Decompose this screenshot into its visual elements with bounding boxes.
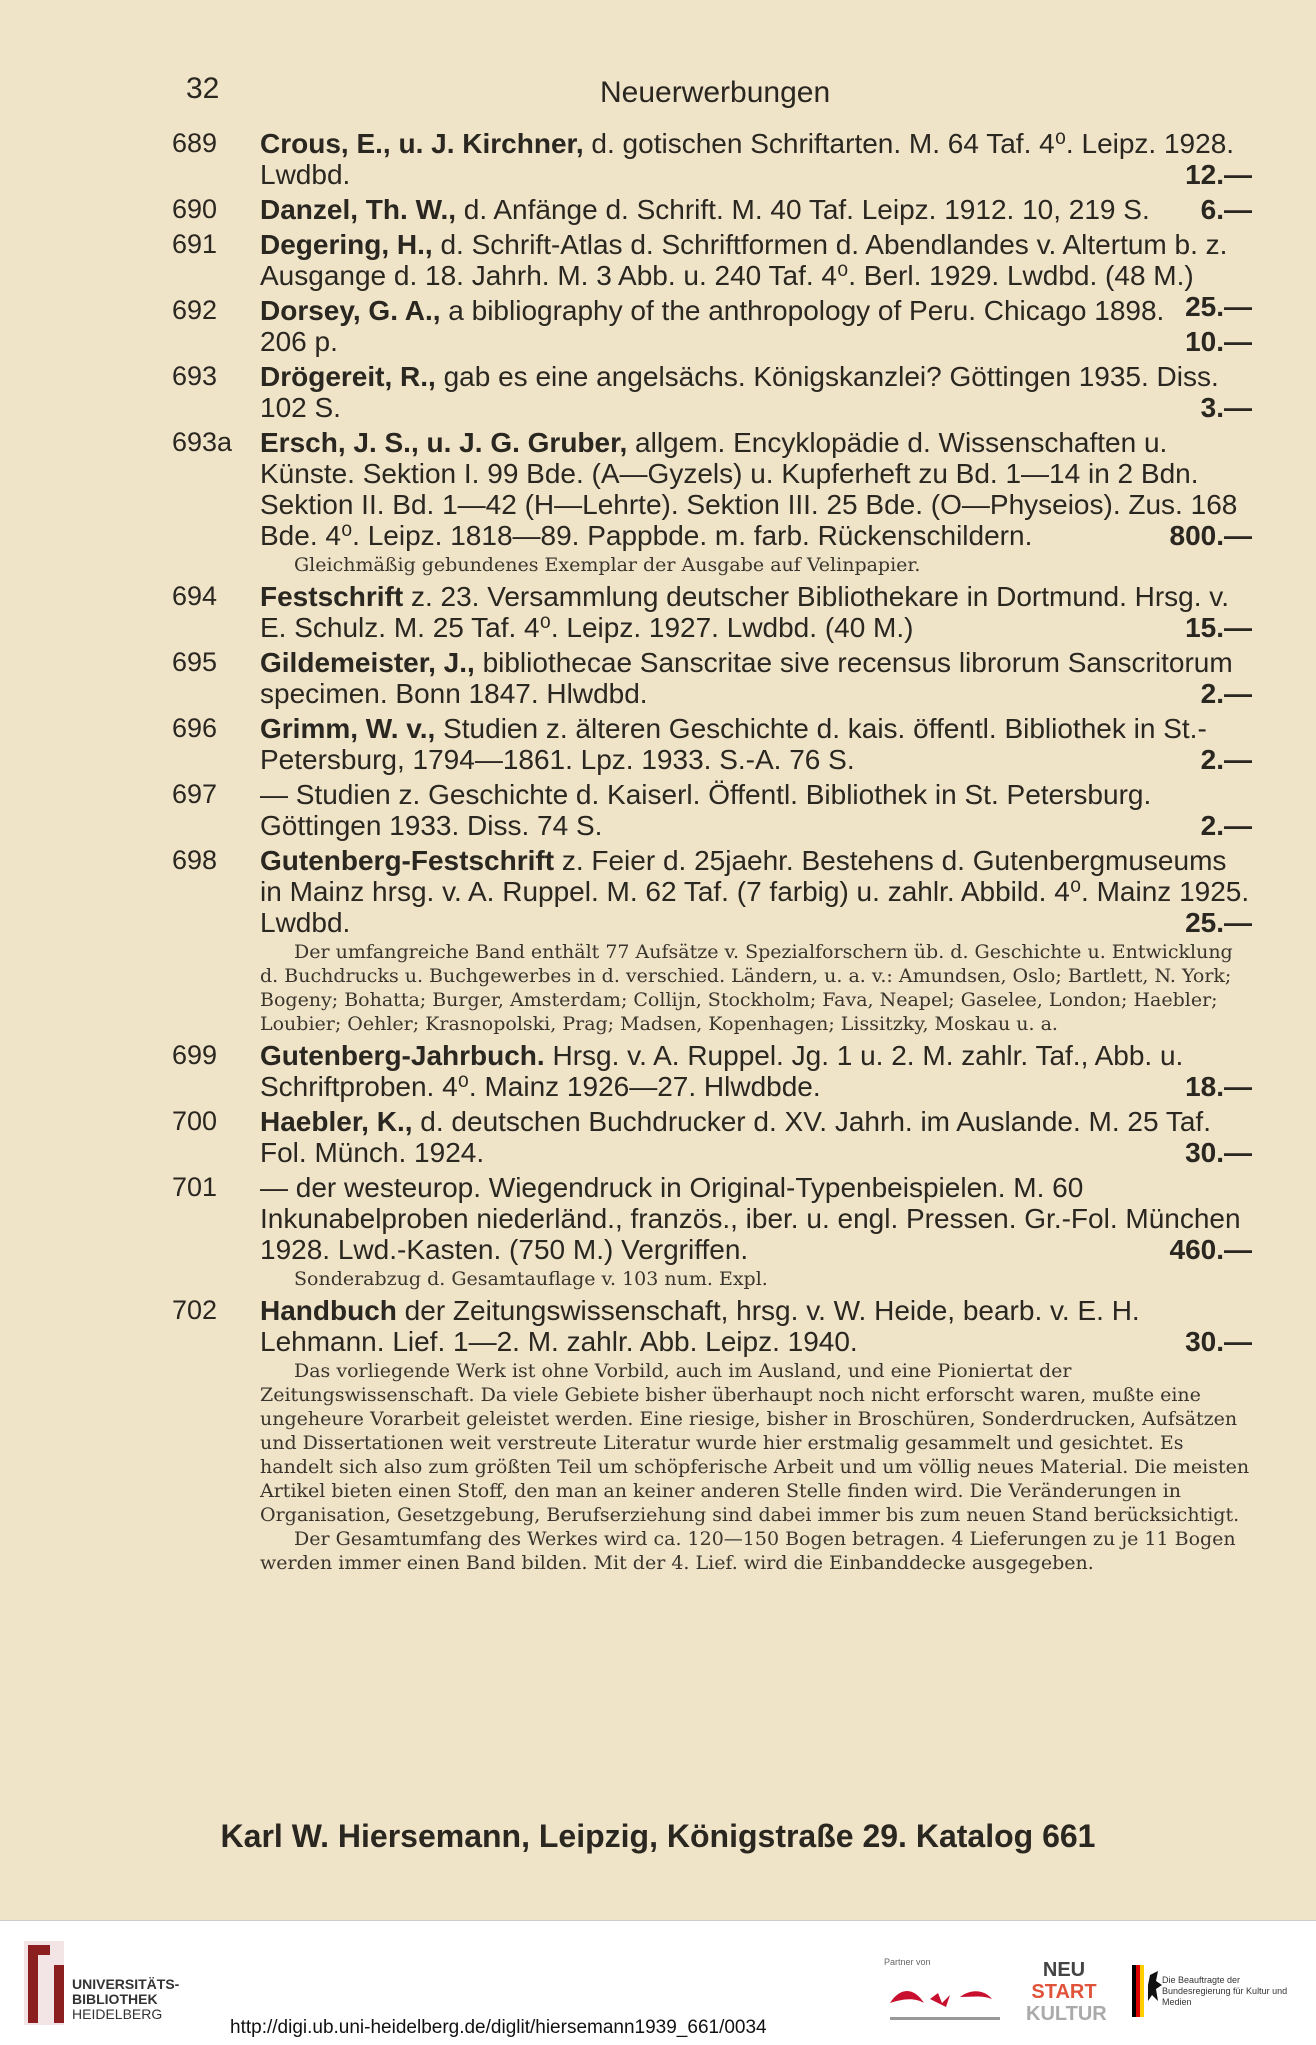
catalog-entry [172,779,1252,841]
entry-price: 15.— [1185,612,1252,643]
entry-description: z. 23. Versammlung deutscher Bibliothekare in Dortmund. Hrsg. v. E. Schulz. M. 25 Taf. 4⁰. Leipz. 1927. Lwdbd. (40 M.) [260,581,1230,643]
entry-number: 691 [172,229,218,259]
entry-author: Handbuch [260,1295,397,1326]
catalog-entry [172,361,1252,423]
entry-body [260,194,1252,225]
entry-author: Gutenberg-Festschrift [260,845,555,876]
entry-number: 701 [172,1172,218,1202]
catalog-entry [172,1040,1252,1102]
entry-body [260,845,1252,938]
entry-number: 698 [172,845,218,875]
running-head: Neuerwerbungen [600,76,831,109]
entry-author: Danzel, Th. W., [260,194,457,225]
entry-description: a bibliography of the anthropology of Peru. Chicago 1898. 206 p. [260,295,1165,357]
entry-number: 694 [172,581,218,611]
deutsche-digitale-bibliothek-logo-icon [880,1973,1010,2029]
entry-author: Crous, E., u. J. Kirchner, [260,128,584,159]
entry-number: 693a [172,427,233,457]
page-number: 32 [186,72,220,105]
entry-description: der Zeitungswissenschaft, hrsg. v. W. Heide, bearb. v. E. H. Lehmann. Lief. 1—2. M. zahlr. Abb. Leipz. 1940. [260,1295,1140,1357]
entry-note [260,553,1252,577]
entry-price: 12.— [1185,159,1252,190]
entry-price: 2.— [1200,678,1252,709]
catalog-entry [172,581,1252,643]
catalog-entry [172,194,1252,225]
entry-description: — der westeurop. Wiegendruck in Original-Typenbeispielen. M. 60 Inkunabelproben niederländ., französ., iber. u. engl. Pressen. Gr.-Fol. München 1928. Lwd.-Kasten. (750 M.) Vergriffen. [260,1172,1241,1265]
library-name-line1: UNIVERSITÄTS- [72,1976,180,1992]
catalog-footer: Karl W. Hiersemann, Leipzig, Königstraße 29. Katalog 661 [220,1818,1096,1854]
entry-price: 30.— [1185,1137,1252,1168]
catalog-entry [172,295,1252,357]
entry-description: d. gotischen Schriftarten. M. 64 Taf. 4⁰. Leipz. 1928. Lwdbd. [260,128,1235,190]
entry-body [260,1040,1252,1102]
entry-price: 6.— [1200,194,1252,225]
entry-number: 702 [172,1295,218,1325]
neustart-start: START [1031,1981,1097,2003]
entry-price: 460.— [1169,1234,1252,1265]
permalink-url[interactable]: http://digi.ub.uni-heidelberg.de/diglit/hiersemann1939_661/0034 [230,2017,767,2038]
entry-description: bibliothecae Sanscritae sive recensus librorum Sanscritorum specimen. Bonn 1847. Hlwdbd. [260,647,1233,709]
entry-description: Hrsg. v. A. Ruppel. Jg. 1 u. 2. M. zahlr. Taf., Abb. u. Schriftproben. 4⁰. Mainz 1926—27. Hlwdbde. [260,1040,1184,1102]
entry-price: 25.— [1185,291,1252,322]
entry-number: 692 [172,295,218,325]
neustart-kultur-logo [1026,1959,1107,2031]
entry-note [260,1359,1252,1575]
entry-author: Dorsey, G. A., [260,295,441,326]
entry-description: gab es eine angelsächs. Königskanzlei? Göttingen 1935. Diss. 102 S. [260,361,1219,423]
entry-note-paragraph: Das vorliegende Werk ist ohne Vorbild, auch im Ausland, und eine Pioniertat der Zeitungswissenschaft. Da viele Gebiete bisher überhaupt noch nicht erforscht waren, mußte eine ungeheure Vorarbeit geleistet werden. Eine riesige, bisher in Broschüren, Sonderdrucken, Aufsätzen und Dissertationen weit verstreute Literatur wurde hier erstmalig gesammelt und gesichtet. Es handelt sich also zum größten Teil um schöpferische Arbeit und um völlig neues Material. Die meisten Artikel bieten einen Stoff, den man an keiner anderen Stelle finden wird. Die Veränderungen in Organisation, Gesetzgebung, Berufserziehung sind dabei immer bis zum neuen Stand berücksichtigt. [260,1360,1250,1526]
entry-description: z. Feier d. 25jaehr. Bestehens d. Gutenbergmuseums in Mainz hrsg. v. A. Ruppel. M. 62 Taf. (7 farbig) u. zahlr. Abbild. 4⁰. Mainz 1925. Lwdbd. [260,845,1250,938]
library-name-line3: HEIDELBERG [72,2006,163,2022]
entry-body [260,581,1252,643]
catalog-entry [172,1106,1252,1168]
entry-author: Haebler, K., [260,1106,413,1137]
entry-price: 3.— [1200,392,1252,423]
entry-body [260,427,1252,551]
neustart-neu: NEU [1042,1959,1086,1981]
digitization-banner [0,1920,1316,2045]
library-name-line2: BIBLIOTHEK [72,1991,158,2007]
entry-body [260,128,1252,190]
entry-note-paragraph: Gleichmäßig gebundenes Exemplar der Ausgabe auf Velinpapier. [294,554,921,576]
entry-note [260,940,1252,1036]
entry-description: — Studien z. Geschichte d. Kaiserl. Öffentl. Bibliothek in St. Petersburg. Göttingen 1933. Diss. 74 S. [260,779,1152,841]
entry-description: d. deutschen Buchdrucker d. XV. Jahrh. im Auslande. M. 25 Taf. Fol. Münch. 1924. [260,1106,1211,1168]
entry-note [260,1267,1252,1291]
catalog-entry [172,845,1252,1036]
entry-body [260,779,1252,841]
entry-body [260,1172,1252,1265]
entry-number: 693 [172,361,218,391]
entry-description: d. Schrift-Atlas d. Schriftformen d. Abendlandes v. Altertum b. z. Ausgange d. 18. Jahrh. M. 3 Abb. u. 240 Taf. 4⁰. Berl. 1929. Lwdbd. (48 M.) [260,229,1228,291]
entry-number: 695 [172,647,218,677]
entry-body [260,361,1252,423]
entry-description: allgem. Encyklopädie d. Wissenschaften u. Künste. Sektion I. 99 Bde. (A—Gyzels) u. Kupferheft zu Bd. 1—14 in 2 Bdn. Sektion II. Bd. 1—42 (H—Lehrte). Sektion III. 25 Bde. (O—Physeios). Zus. 168 Bde. 4⁰. Leipz. 1818—89. Pappbde. m. farb. Rückenschildern. [260,427,1238,551]
entry-price: 25.— [1185,907,1252,938]
entry-body [260,1295,1252,1357]
library-name [72,1977,179,2022]
entry-body [260,713,1252,775]
entry-body [260,1106,1252,1168]
catalog-entry [172,1172,1252,1291]
entry-price: 800.— [1169,520,1252,551]
catalog-entry [172,713,1252,775]
entry-description: Studien z. älteren Geschichte d. kais. öffentl. Bibliothek in St.-Petersburg, 1794—1861. Lpz. 1933. S.-A. 76 S. [260,713,1207,775]
catalog-entry [172,427,1252,577]
entry-note-paragraph: Der umfangreiche Band enthält 77 Aufsätze v. Spezialforschern üb. d. Geschichte u. Entwicklung d. Buchdrucks u. Buchgewerbes in d. verschied. Ländern, u. a. v.: Amundsen, Oslo; Bartlett, N. York; Bogeny; Bohatta; Burger, Amsterdam; Collijn, Stockholm; Fava, Neapel; Gaselee, London; Haebler; Loubier; Oehler; Krasnopolski, Prag; Madsen, Kopenhagen; Lissitzky, Moskau u. a. [260,941,1233,1035]
catalog-entry [172,647,1252,709]
neustart-kultur: KULTUR [1026,2003,1107,2025]
entry-author: Grimm, W. v., [260,713,436,744]
entry-author: Degering, H., [260,229,433,260]
entry-price: 2.— [1200,744,1252,775]
entry-number: 697 [172,779,218,809]
partner-label: Partner von [884,1957,931,1967]
entry-description: d. Anfänge d. Schrift. M. 40 Taf. Leipz. 1912. 10, 219 S. [463,194,1150,225]
entry-price: 2.— [1200,810,1252,841]
entry-author: Festschrift [260,581,404,612]
bkm-label: Die Beauftragte der Bundesregierung für Kultur und Medien [1162,1975,1288,2007]
catalog-entry [172,128,1252,190]
entry-number: 696 [172,713,218,743]
entry-note-paragraph: Sonderabzug d. Gesamtauflage v. 103 num. Expl. [294,1268,768,1290]
catalog-entry [172,1295,1252,1575]
entry-number: 699 [172,1040,218,1070]
entry-body [260,295,1252,357]
entry-author: Gildemeister, J., [260,647,475,678]
entry-number: 690 [172,194,218,224]
entry-body [260,647,1252,709]
entry-number: 700 [172,1106,218,1136]
entry-author: Drögereit, R., [260,361,436,392]
entry-author: Ersch, J. S., u. J. G. Gruber, [260,427,628,458]
entry-list [172,128,1252,1579]
entry-price: 18.— [1185,1071,1252,1102]
entry-price: 10.— [1185,326,1252,357]
entry-price: 30.— [1185,1326,1252,1357]
entry-author: Gutenberg-Jahrbuch. [260,1040,545,1071]
entry-note-paragraph: Der Gesamtumfang des Werkes wird ca. 120—150 Bogen betragen. 4 Lieferungen zu je 11 Bogen werden immer einen Band bilden. Mit der 4. Lief. wird die Einbanddecke ausgegeben. [260,1528,1236,1574]
entry-number: 689 [172,128,218,158]
